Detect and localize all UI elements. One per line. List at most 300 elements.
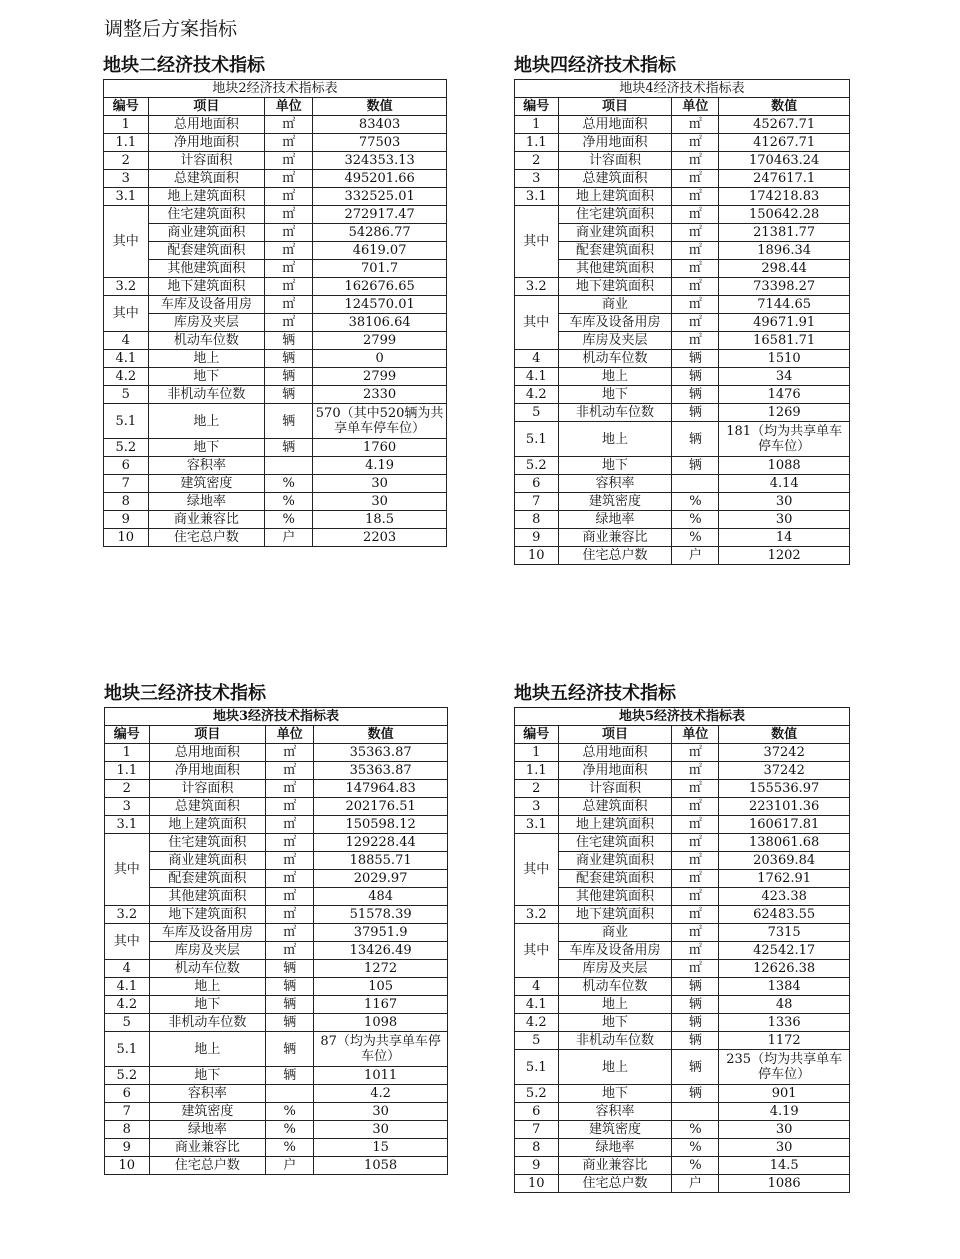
block-heading: 地块三经济技术指标	[104, 683, 266, 704]
row-item: 住宅建筑面积	[558, 834, 672, 852]
row-number: 其中	[104, 296, 149, 332]
row-number: 2	[105, 780, 150, 798]
row-item: 计容面积	[149, 780, 266, 798]
table-row	[515, 386, 850, 404]
row-unit: ㎡	[672, 888, 719, 906]
table-row	[104, 386, 447, 404]
table-header-row	[104, 98, 447, 116]
column-header: 数值	[719, 98, 850, 116]
table-row	[105, 1139, 448, 1157]
block-plot-5	[514, 680, 850, 1193]
row-item: 地上建筑面积	[148, 188, 265, 206]
indicator-table	[514, 707, 850, 1193]
row-value: 38106.64	[313, 314, 447, 332]
row-unit: %	[672, 1139, 719, 1157]
table-row	[515, 888, 850, 906]
row-item: 库房及夹层	[148, 314, 265, 332]
row-item: 住宅建筑面积	[148, 206, 265, 224]
row-value: 1760	[313, 439, 447, 457]
block-plot-3	[104, 680, 448, 1175]
row-number: 1.1	[515, 134, 559, 152]
row-unit: ㎡	[266, 870, 314, 888]
table-row	[515, 852, 850, 870]
row-item: 地上建筑面积	[558, 816, 672, 834]
table-row	[515, 152, 850, 170]
row-item: 商业兼容比	[148, 511, 265, 529]
column-header: 数值	[313, 98, 447, 116]
row-value: 35363.87	[314, 762, 448, 780]
row-number: 3.1	[104, 188, 149, 206]
row-unit: ㎡	[672, 852, 719, 870]
row-unit: 辆	[672, 1050, 719, 1085]
table-header-row	[515, 726, 850, 744]
row-unit: %	[672, 1157, 719, 1175]
row-unit: 辆	[672, 386, 719, 404]
row-item: 机动车位数	[558, 350, 672, 368]
row-number: 3.1	[515, 188, 559, 206]
row-number: 10	[515, 1175, 559, 1193]
table-row	[105, 744, 448, 762]
table-row	[105, 906, 448, 924]
row-value: 1896.34	[719, 242, 850, 260]
row-unit: 辆	[266, 978, 314, 996]
row-item: 地上	[148, 404, 265, 439]
row-unit: ㎡	[672, 260, 719, 278]
row-value: 155536.97	[719, 780, 850, 798]
row-unit: 辆	[672, 1014, 719, 1032]
row-item: 非机动车位数	[149, 1014, 266, 1032]
row-item: 地上建筑面积	[558, 188, 672, 206]
row-item: 商业兼容比	[558, 1157, 672, 1175]
row-number: 4.2	[104, 368, 149, 386]
table-row	[515, 762, 850, 780]
row-unit: ㎡	[672, 332, 719, 350]
table-row	[105, 960, 448, 978]
row-value: 12626.38	[719, 960, 850, 978]
row-value: 37951.9	[314, 924, 448, 942]
row-number: 7	[105, 1103, 150, 1121]
row-unit: 辆	[266, 1067, 314, 1085]
row-number: 其中	[104, 206, 149, 278]
table-row	[515, 493, 850, 511]
row-number: 3.1	[515, 816, 559, 834]
row-number: 4.2	[515, 386, 559, 404]
row-number: 2	[515, 780, 559, 798]
row-unit: 辆	[266, 960, 314, 978]
row-unit: ㎡	[266, 816, 314, 834]
row-value: 30	[719, 511, 850, 529]
table-row	[105, 834, 448, 852]
row-number: 1	[104, 116, 149, 134]
row-item: 绿地率	[558, 511, 672, 529]
row-item: 容积率	[558, 1103, 672, 1121]
row-unit: ㎡	[265, 188, 313, 206]
row-unit: 辆	[266, 1014, 314, 1032]
row-number: 4.1	[104, 350, 149, 368]
row-item: 商业建筑面积	[558, 224, 672, 242]
row-number: 其中	[515, 206, 559, 278]
row-number: 3	[104, 170, 149, 188]
row-value: 2029.97	[314, 870, 448, 888]
row-item: 配套建筑面积	[558, 242, 672, 260]
row-item: 地下建筑面积	[558, 278, 672, 296]
table-row	[104, 475, 447, 493]
row-item: 商业建筑面积	[149, 852, 266, 870]
row-unit: %	[266, 1103, 314, 1121]
table-row	[515, 422, 850, 457]
row-item: 地下	[148, 368, 265, 386]
table-row	[515, 942, 850, 960]
row-value: 51578.39	[314, 906, 448, 924]
row-unit: 辆	[672, 978, 719, 996]
row-unit: %	[672, 1121, 719, 1139]
row-value: 21381.77	[719, 224, 850, 242]
row-item: 地上	[558, 1050, 672, 1085]
row-item: 总用地面积	[149, 744, 266, 762]
table-row	[515, 780, 850, 798]
row-item: 地上建筑面积	[149, 816, 266, 834]
row-unit: 户	[672, 1175, 719, 1193]
row-item: 配套建筑面积	[558, 870, 672, 888]
row-item: 绿地率	[558, 1139, 672, 1157]
row-value: 129228.44	[314, 834, 448, 852]
row-number: 7	[515, 1121, 559, 1139]
row-unit: ㎡	[266, 744, 314, 762]
row-number: 4.2	[105, 996, 150, 1014]
row-item: 库房及夹层	[558, 332, 672, 350]
table-row	[104, 170, 447, 188]
row-value: 150598.12	[314, 816, 448, 834]
column-header: 单位	[266, 726, 314, 744]
row-item: 计容面积	[558, 152, 672, 170]
row-number: 其中	[515, 834, 559, 906]
row-number: 8	[105, 1121, 150, 1139]
column-header: 数值	[719, 726, 850, 744]
row-unit: 辆	[265, 368, 313, 386]
table-row	[105, 888, 448, 906]
row-value: 272917.47	[313, 206, 447, 224]
row-number: 6	[105, 1085, 150, 1103]
table-row	[104, 260, 447, 278]
row-value: 1272	[314, 960, 448, 978]
row-number: 3	[515, 798, 559, 816]
table-header-row	[105, 726, 448, 744]
page-title: 调整后方案指标	[104, 18, 238, 40]
row-value: 1510	[719, 350, 850, 368]
row-item: 净用地面积	[149, 762, 266, 780]
row-item: 容积率	[558, 475, 672, 493]
row-unit: ㎡	[266, 888, 314, 906]
table-row	[515, 996, 850, 1014]
table-row	[515, 960, 850, 978]
row-item: 商业兼容比	[558, 529, 672, 547]
row-number: 9	[104, 511, 149, 529]
row-number: 4	[515, 978, 559, 996]
row-unit: ㎡	[266, 852, 314, 870]
row-value: 48	[719, 996, 850, 1014]
row-value: 4.14	[719, 475, 850, 493]
row-item: 非机动车位数	[558, 404, 672, 422]
row-value: 124570.01	[313, 296, 447, 314]
row-unit: ㎡	[672, 116, 719, 134]
block-plot-2	[103, 52, 447, 547]
row-value: 147964.83	[314, 780, 448, 798]
column-header: 数值	[314, 726, 448, 744]
row-unit: 辆	[672, 1085, 719, 1103]
row-number: 5.2	[105, 1067, 150, 1085]
table-row	[515, 1014, 850, 1032]
table-row	[104, 368, 447, 386]
table-row	[515, 1121, 850, 1139]
table-row	[515, 511, 850, 529]
row-number: 8	[104, 493, 149, 511]
row-number: 3	[515, 170, 559, 188]
row-value: 18.5	[313, 511, 447, 529]
row-value: 35363.87	[314, 744, 448, 762]
row-item: 商业	[558, 296, 672, 314]
row-unit: %	[672, 529, 719, 547]
row-number: 2	[104, 152, 149, 170]
indicator-table	[104, 707, 448, 1175]
row-unit: ㎡	[672, 744, 719, 762]
row-number: 10	[104, 529, 149, 547]
row-item: 总建筑面积	[149, 798, 266, 816]
column-header: 项目	[149, 726, 266, 744]
row-item: 地下	[148, 439, 265, 457]
row-number: 8	[515, 1139, 559, 1157]
row-value: 1269	[719, 404, 850, 422]
block-heading: 地块二经济技术指标	[103, 55, 265, 76]
table-row	[104, 332, 447, 350]
row-unit	[265, 457, 313, 475]
row-value: 701.7	[313, 260, 447, 278]
table-row	[515, 296, 850, 314]
row-unit: ㎡	[265, 152, 313, 170]
table-row	[105, 1103, 448, 1121]
row-number: 5	[515, 404, 559, 422]
row-item: 地下	[558, 386, 672, 404]
row-item: 地下	[558, 457, 672, 475]
table-row	[515, 744, 850, 762]
row-item: 地下	[149, 996, 266, 1014]
row-item: 容积率	[149, 1085, 266, 1103]
row-unit: ㎡	[672, 242, 719, 260]
table-row	[515, 547, 850, 565]
row-item: 住宅总户数	[558, 547, 672, 565]
row-value: 37242	[719, 744, 850, 762]
table-row	[105, 762, 448, 780]
row-value: 332525.01	[313, 188, 447, 206]
row-number: 5.1	[515, 1050, 559, 1085]
row-value: 30	[719, 1121, 850, 1139]
row-item: 建筑密度	[148, 475, 265, 493]
row-item: 总用地面积	[558, 116, 672, 134]
table-row	[515, 314, 850, 332]
indicator-table	[514, 79, 850, 565]
row-value: 45267.71	[719, 116, 850, 134]
table-row	[104, 134, 447, 152]
table-row	[515, 134, 850, 152]
table-row	[515, 350, 850, 368]
row-value: 181（均为共享单车停车位）	[719, 422, 850, 457]
row-number: 其中	[515, 924, 559, 978]
row-unit: 户	[266, 1157, 314, 1175]
row-number: 10	[515, 547, 559, 565]
row-unit: ㎡	[266, 834, 314, 852]
row-item: 容积率	[148, 457, 265, 475]
row-value: 223101.36	[719, 798, 850, 816]
row-unit: 辆	[672, 996, 719, 1014]
row-value: 18855.71	[314, 852, 448, 870]
row-value: 170463.24	[719, 152, 850, 170]
row-value: 495201.66	[313, 170, 447, 188]
row-unit: %	[265, 475, 313, 493]
table-row	[515, 1032, 850, 1050]
row-unit: ㎡	[672, 762, 719, 780]
row-item: 净用地面积	[148, 134, 265, 152]
row-value: 7315	[719, 924, 850, 942]
block-heading: 地块五经济技术指标	[514, 683, 676, 704]
row-value: 298.44	[719, 260, 850, 278]
row-unit: ㎡	[265, 314, 313, 332]
row-item: 其他建筑面积	[149, 888, 266, 906]
row-value: 202176.51	[314, 798, 448, 816]
column-header: 项目	[558, 98, 672, 116]
row-item: 机动车位数	[148, 332, 265, 350]
table-row	[104, 152, 447, 170]
row-item: 车库及设备用房	[148, 296, 265, 314]
row-value: 30	[719, 493, 850, 511]
row-unit: 辆	[265, 439, 313, 457]
row-value: 83403	[313, 116, 447, 134]
row-item: 地上	[558, 422, 672, 457]
row-unit: ㎡	[266, 924, 314, 942]
row-value: 1058	[314, 1157, 448, 1175]
table-row	[515, 170, 850, 188]
row-item: 住宅建筑面积	[558, 206, 672, 224]
table-row	[515, 278, 850, 296]
row-number: 9	[105, 1139, 150, 1157]
row-unit: ㎡	[672, 942, 719, 960]
table-row	[104, 224, 447, 242]
row-value: 14.5	[719, 1157, 850, 1175]
row-item: 地下建筑面积	[149, 906, 266, 924]
row-unit: 辆	[266, 996, 314, 1014]
row-value: 77503	[313, 134, 447, 152]
table-row	[104, 350, 447, 368]
table-row	[515, 1103, 850, 1121]
row-value: 30	[314, 1121, 448, 1139]
table-row	[515, 1139, 850, 1157]
row-value: 4.19	[313, 457, 447, 475]
row-item: 其他建筑面积	[558, 260, 672, 278]
table-row	[104, 457, 447, 475]
row-value: 1336	[719, 1014, 850, 1032]
row-unit: ㎡	[672, 314, 719, 332]
row-item: 地上	[149, 1032, 266, 1067]
row-number: 4.2	[515, 1014, 559, 1032]
row-number: 4.1	[515, 996, 559, 1014]
row-unit: ㎡	[265, 260, 313, 278]
row-item: 绿地率	[149, 1121, 266, 1139]
row-unit: 户	[265, 529, 313, 547]
row-unit: ㎡	[265, 134, 313, 152]
row-item: 车库及设备用房	[558, 942, 672, 960]
table-row	[515, 404, 850, 422]
row-unit: %	[672, 493, 719, 511]
table-row	[515, 457, 850, 475]
row-value: 2799	[313, 368, 447, 386]
row-item: 住宅总户数	[558, 1175, 672, 1193]
table-row	[515, 1157, 850, 1175]
row-item: 总用地面积	[558, 744, 672, 762]
table-row	[105, 1085, 448, 1103]
row-item: 地下	[558, 1014, 672, 1032]
table-row	[515, 116, 850, 134]
row-unit	[672, 1103, 719, 1121]
row-value: 7144.65	[719, 296, 850, 314]
row-value: 13426.49	[314, 942, 448, 960]
row-value: 105	[314, 978, 448, 996]
row-item: 建筑密度	[149, 1103, 266, 1121]
row-unit: 辆	[672, 368, 719, 386]
table-caption: 地块5经济技术指标表	[515, 708, 850, 726]
row-item: 配套建筑面积	[149, 870, 266, 888]
row-number: 5.2	[515, 457, 559, 475]
row-item: 总建筑面积	[558, 170, 672, 188]
row-item: 库房及夹层	[149, 942, 266, 960]
row-unit: ㎡	[266, 942, 314, 960]
row-value: 1384	[719, 978, 850, 996]
row-number: 7	[104, 475, 149, 493]
row-unit: %	[266, 1139, 314, 1157]
row-unit: 户	[672, 547, 719, 565]
column-header: 项目	[558, 726, 672, 744]
row-number: 1.1	[515, 762, 559, 780]
row-number: 5	[515, 1032, 559, 1050]
row-number: 5	[105, 1014, 150, 1032]
row-unit: ㎡	[672, 296, 719, 314]
row-number: 4	[515, 350, 559, 368]
table-row	[515, 924, 850, 942]
row-item: 地上	[558, 996, 672, 1014]
column-header: 编号	[515, 726, 559, 744]
column-header: 编号	[515, 98, 559, 116]
row-unit: ㎡	[265, 170, 313, 188]
row-value: 570（其中520辆为共享单车停车位）	[313, 404, 447, 439]
block-heading: 地块四经济技术指标	[514, 55, 676, 76]
row-number: 其中	[515, 296, 559, 350]
table-row	[105, 924, 448, 942]
table-row	[105, 978, 448, 996]
table-header-row	[515, 98, 850, 116]
row-item: 非机动车位数	[148, 386, 265, 404]
row-value: 14	[719, 529, 850, 547]
table-row	[515, 870, 850, 888]
row-number: 1.1	[104, 134, 149, 152]
row-number: 1	[515, 116, 559, 134]
row-item: 地上	[558, 368, 672, 386]
row-value: 1086	[719, 1175, 850, 1193]
column-header: 单位	[672, 726, 719, 744]
row-value: 16581.71	[719, 332, 850, 350]
table-row	[515, 1050, 850, 1085]
row-number: 5	[104, 386, 149, 404]
row-value: 30	[313, 493, 447, 511]
table-row	[515, 368, 850, 386]
row-value: 34	[719, 368, 850, 386]
row-unit: ㎡	[672, 152, 719, 170]
